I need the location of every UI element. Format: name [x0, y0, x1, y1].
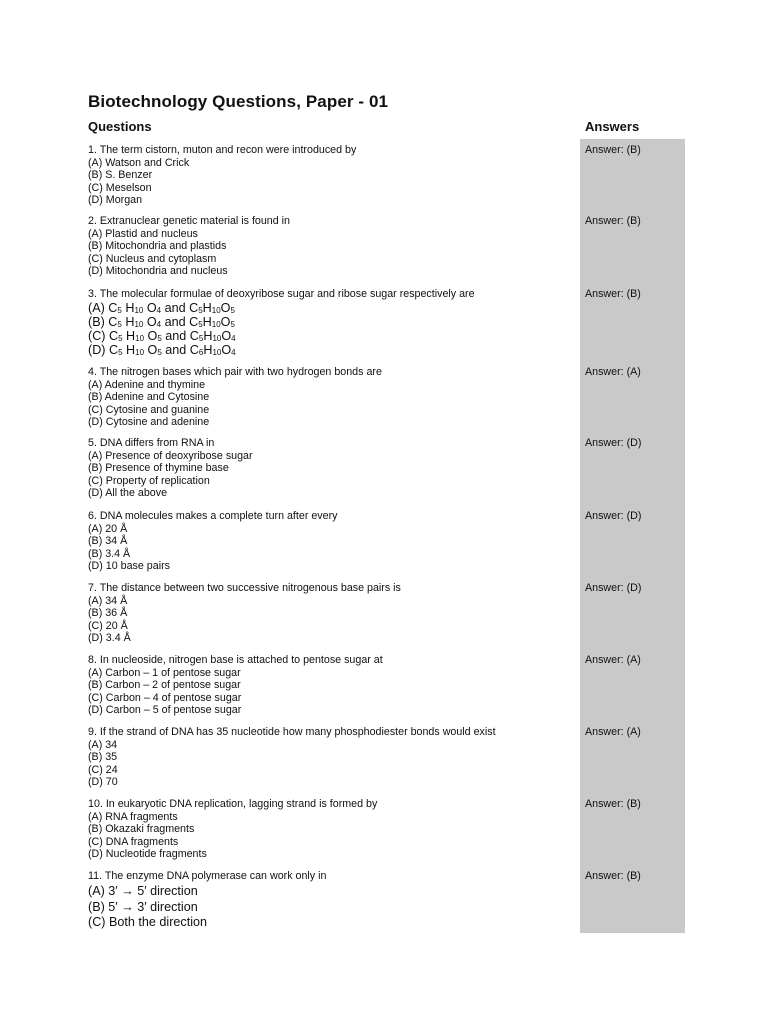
option-formula: (D) $C_5$ $H_{10}$ $O_5$ and $C_6H_{10}O_4$ [88, 343, 236, 358]
answer-7: Answer: (D) [585, 582, 642, 594]
option: (A) Presence of deoxyribose sugar [88, 449, 253, 462]
question-text: 4. The nitrogen bases which pair with two hydrogen bonds are [88, 366, 382, 378]
question-text: 8. In nucleoside, nitrogen base is attached to pentose sugar at [88, 654, 383, 666]
question-text: 2. Extranuclear genetic material is found in [88, 215, 290, 227]
question-text: 7. The distance between two successive nitrogenous base pairs is [88, 582, 401, 594]
question-text: 11. The enzyme DNA polymerase can work only in [88, 870, 327, 882]
question-5 [88, 437, 568, 500]
question-text: 6. DNA molecules makes a complete turn after every [88, 510, 338, 522]
option: (C) Property of replication [88, 474, 210, 487]
question-10 [88, 798, 568, 861]
option: (B) 34 Å [88, 535, 128, 548]
option: (A) Watson and Crick [88, 156, 190, 169]
question-9 [88, 726, 568, 789]
option-formula: (C) $C_5$ $H_{10}$ $O_5$ and $C_5H_{10}O_4$ [88, 329, 236, 343]
questions-header: Questions [88, 119, 152, 134]
option-formula: (A) $C_5$ $H_{10}$ $O_4$ and $C_5H_{10}O_5$ [88, 300, 235, 315]
question-3 [88, 288, 568, 357]
answer-9: Answer: (A) [585, 726, 641, 738]
option: (A) 20 Å [88, 522, 128, 535]
answer-4: Answer: (A) [585, 366, 641, 378]
question-2 [88, 215, 568, 278]
option: (D) Carbon – 5 of pentose sugar [88, 704, 242, 717]
option: (C) Both the direction [88, 914, 207, 929]
option: (C) Nucleus and cytoplasm [88, 252, 217, 265]
option: (C) Meselson [88, 181, 152, 194]
option: (B) Mitochondria and plastids [88, 240, 227, 253]
option: (A) 3′ → 5′ direction [88, 883, 198, 898]
option: (B) Carbon – 2 of pentose sugar [88, 679, 241, 692]
option: (D) Mitochondria and nucleus [88, 265, 228, 278]
answer-6: Answer: (D) [585, 510, 642, 522]
option: (D) All the above [88, 487, 168, 500]
answers-header: Answers [585, 119, 640, 134]
option: (C) Carbon – 4 of pentose sugar [88, 691, 242, 704]
question-7 [88, 582, 568, 645]
option: (A) Plastid and nucleus [88, 227, 198, 240]
question-text: 1. The term cistorn, muton and recon were introduced by [88, 144, 357, 156]
option: (A) RNA fragments [88, 810, 178, 823]
option: (A) 34 Å [88, 594, 128, 607]
question-text: 5. DNA differs from RNA in [88, 437, 215, 449]
option: (D) 70 [88, 776, 118, 789]
option: (C) 20 Å [88, 619, 128, 632]
question-text: 3. The molecular formulae of deoxyribose sugar and ribose sugar respectively are [88, 288, 475, 300]
question-text: 9. If the strand of DNA has 35 nucleotide how many phosphodiester bonds would exist [88, 726, 496, 738]
answer-3: Answer: (B) [585, 288, 641, 300]
option: (D) Cytosine and adenine [88, 416, 210, 429]
question-11 [88, 870, 568, 929]
question-8 [88, 654, 568, 717]
option: (B) 36 Å [88, 607, 128, 620]
option: (B) 35 [88, 751, 118, 764]
option: (D) Morgan [88, 194, 143, 207]
option: (A) Carbon – 1 of pentose sugar [88, 666, 241, 679]
option: (D) Nucleotide fragments [88, 848, 207, 861]
option: (B) 5′ → 3′ direction [88, 899, 198, 914]
option: (A) Adenine and thymine [88, 378, 206, 391]
option: (C) Cytosine and guanine [88, 403, 210, 416]
option: (C) 24 [88, 763, 118, 776]
answer-10: Answer: (B) [585, 798, 641, 810]
page-title: Biotechnology Questions, Paper - 01 [88, 92, 389, 111]
answer-1: Answer: (B) [585, 144, 641, 156]
option: (B) 3.4 Å [88, 547, 131, 560]
answers-column-shade [580, 139, 685, 933]
answer-8: Answer: (A) [585, 654, 641, 666]
question-6 [88, 510, 568, 573]
option: (B) Presence of thymine base [88, 462, 229, 475]
answer-11: Answer: (B) [585, 870, 641, 882]
option: (B) Okazaki fragments [88, 823, 195, 836]
question-text: 10. In eukaryotic DNA replication, lagging strand is formed by [88, 798, 378, 810]
option-formula: (B) $C_5$ $H_{10}$ $O_4$ and $C_5H_{10}O_5$ [88, 314, 235, 329]
option: (D) 3.4 Å [88, 632, 131, 645]
answer-5: Answer: (D) [585, 437, 642, 449]
question-1 [88, 144, 568, 207]
option: (D) 10 base pairs [88, 560, 170, 573]
option: (A) 34 [88, 738, 118, 751]
option: (B) S. Benzer [88, 169, 153, 182]
question-4 [88, 366, 568, 429]
option: (B) Adenine and Cytosine [88, 391, 210, 404]
option: (C) DNA fragments [88, 835, 179, 848]
answer-2: Answer: (B) [585, 215, 641, 227]
